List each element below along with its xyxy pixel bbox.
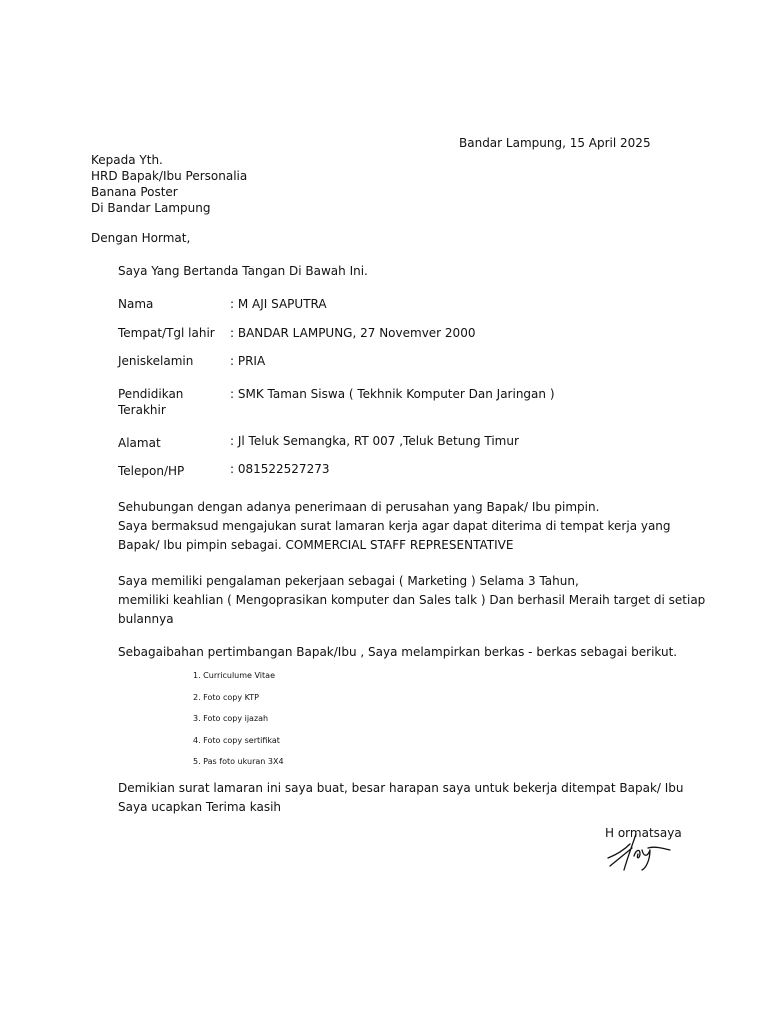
recipient-line: Di Bandar Lampung [91,201,211,215]
field-value-jeniskelamin: : PRIA [230,354,266,368]
salutation: Dengan Hormat, [91,231,191,245]
field-value-pendidikan: : SMK Taman Siswa ( Tekhnik Komputer Dan Jaringan ) [230,387,555,401]
field-value-telepon: : 081522527273 [230,462,330,476]
field-label-nama: Nama [118,297,154,311]
list-item: 5. Pas foto ukuran 3X4 [193,757,284,766]
paragraph-line: Demikian surat lamaran ini saya buat, besar harapan saya untuk bekerja ditempat Bapak/ Ibu [118,781,684,795]
list-item: 3. Foto copy ijazah [193,714,269,723]
attachment-list [193,665,284,773]
place-date: Bandar Lampung, 15 April 2025 [459,136,651,150]
closing-text: H ormatsaya [605,826,682,840]
field-value-nama: : M AJI SAPUTRA [230,297,327,311]
field-value-ttl: : BANDAR LAMPUNG, 27 Novemver 2000 [230,326,476,340]
list-item: 1. Curriculume Vitae [193,671,275,680]
paragraph-closing [118,779,684,817]
list-item: 4. Foto copy sertifikat [193,735,280,745]
field-value-alamat: : Jl Teluk Semangka, RT 007 ,Teluk Betung Timur [230,434,519,448]
field-label-alamat: Alamat [118,436,161,450]
signature [606,826,676,872]
field-label-ttl: Tempat/Tgl lahir [118,326,215,340]
recipient-block [91,152,247,216]
paragraph-line: Sehubungan dengan adanya penerimaan di perusahan yang Bapak/ Ibu pimpin. [118,500,600,514]
paragraph-purpose [118,498,671,555]
recipient-line: HRD Bapak/Ibu Personalia [91,169,248,183]
recipient-line: Banana Poster [91,185,178,199]
paragraph-line: Saya memiliki pengalaman pekerjaan sebagai ( Marketing ) Selama 3 Tahun, [118,574,579,588]
paragraph-line: Bapak/ Ibu pimpin sebagai. COMMERCIAL STAFF REPRESENTATIVE [118,538,514,552]
paragraph-experience [118,572,705,629]
intro-text: Saya Yang Bertanda Tangan Di Bawah Ini. [118,264,368,278]
field-label-jeniskelamin: Jeniskelamin [118,354,194,368]
field-label-pendidikan: Pendidikan [118,387,184,401]
recipient-line: Kepada Yth. [91,153,163,167]
field-label-pendidikan-line2: Terakhir [118,403,166,417]
list-item: 2. Foto copy KTP [193,692,259,702]
paragraph-line: memiliki keahlian ( Mengoprasikan komputer dan Sales talk ) Dan berhasil Meraih target di setiap [118,593,706,607]
field-label-telepon: Telepon/HP [118,464,185,478]
paragraph-attachments-intro [118,643,677,662]
paragraph-line: Sebagaibahan pertimbangan Bapak/Ibu , Saya melampirkan berkas - berkas sebagai berikut. [118,645,678,659]
paragraph-line: Saya bermaksud mengajukan surat lamaran kerja agar dapat diterima di tempat kerja yang [118,519,671,533]
paragraph-line: bulannya [118,612,174,626]
paragraph-line: Saya ucapkan Terima kasih [118,800,282,814]
